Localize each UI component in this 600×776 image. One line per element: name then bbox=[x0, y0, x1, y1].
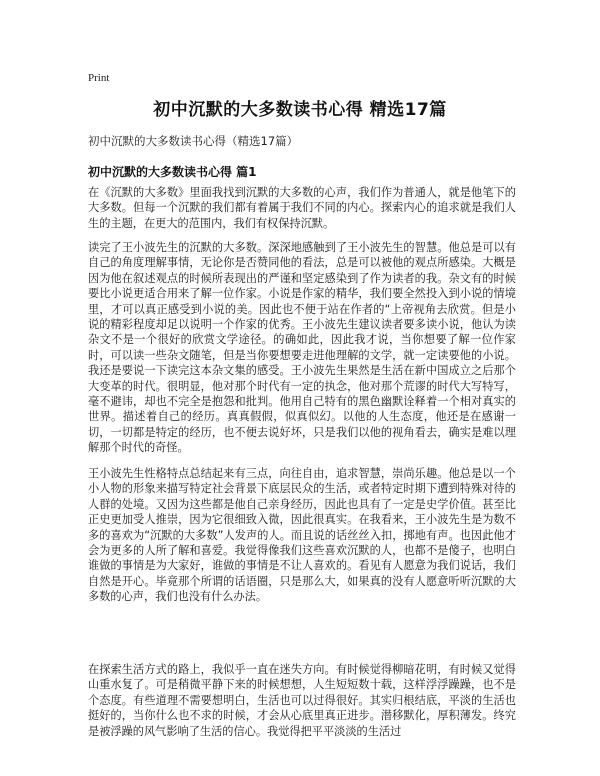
paragraph-2: 读完了王小波先生的沉默的大多数。深深地感触到了王小波先生的智慧。他总是可以有自己的角度理解事情，无论你是否赞同他的看法，总是可以被他的观点所感染。大概是因为他在叙述观点的时候所表现出的严谨和坚定感染到了作为读者的我。杂文有的时候要比小说更适合用来了解一位作家。小说是作家的精华，我们要全然投入到小说的情境里，才可以真正感受到小说的美。因此也不便于站在作者的“上帝视角去欣赏。但是小说的精彩程度却足以说明一个作家的优秀。王小波先生建议读者要多读小说，他认为读杂文不是一个很好的欣赏文学途径。的确如此，因此我才说，当你想要了解一位作家时，可以读一些杂文随笔，但是当你要想要走进他理解的文学，就一定读要他的小说。我还是要说一下读完这本杂文集的感受。王小波先生果然是生活在新中国成立之后那个大变革的时代。很明显，他对那个时代有一定的执念，他对那个荒谬的时代大写特写，毫不避讳，却也不完全是抱怨和批判。他用自己特有的黑色幽默诠释着一个相对真实的世界。描述着自己的经历。真真假假，似真似幻。以他的人生态度，他还是在感谢一切，一切都是特定的经历，也不便去说好坏，只是我们以他的视角看去，确实是难以理解那个时代的奇怪。 bbox=[88, 241, 516, 455]
section-heading: 初中沉默的大多数读书心得 篇1 bbox=[88, 165, 257, 179]
print-label: Print bbox=[88, 72, 110, 84]
document-title: 初中沉默的大多数读书心得 精选17篇 bbox=[153, 100, 447, 120]
paragraph-3: 王小波先生性格特点总结起来有三点，向往自由，追求智慧，崇尚乐趣。他总是以一个小人物的形象来描写特定社会背景下底层民众的生活，或者特定时期下遭到特殊对待的人群的处境。又因为这些都是他自己亲身经历，因此也具有了一定是史学价值。甚至比正史更加受人推崇，因为它很细致入微，因此很真实。在我看来，王小波先生是为数不多的喜欢为“沉默的大多数”人发声的人。而且说的话丝丝入扣，掷地有声。也因此他才会为更多的人所了解和喜爱。我觉得像我们这些喜欢沉默的人，也都不是傻子，也明白谁做的事情是为大家好，谁做的事情是不让人喜欢的。看见有人愿意为我们说话，我们自然是开心。毕竟那个所谓的话语圈，只是那么大，如果真的没有人愿意听听沉默的大多数的心声，我们也没有什么办法。 bbox=[88, 467, 516, 604]
paragraph-1: 在《沉默的大多数》里面我找到沉默的大多数的心声，我们作为普通人，就是他笔下的大多数。但每一个沉默的我们都有着属于我们不同的内心。探索内心的追求就是我们人生的主题，在更大的范围内，我们有权保持沉默。 bbox=[88, 186, 516, 230]
document-subtitle: 初中沉默的大多数读书心得（精选17篇） bbox=[88, 134, 299, 148]
paragraph-4: 在探索生活方式的路上，我似乎一直在迷失方向。有时候觉得柳暗花明，有时候又觉得山重水复了。可是稍微平静下来的时候想想，人生短短数十载，这样浮浮躁躁，也不是个态度。有些道理不需要想明白，生活也可以过得很好。其实归根结底，平淡的生活也挺好的，当你什么也不求的时候，才会从心底里真正进步。潜移默化，厚积薄发。终究是被浮躁的风气影响了生活的信心。我觉得把平平淡淡的生活过 bbox=[88, 663, 516, 738]
